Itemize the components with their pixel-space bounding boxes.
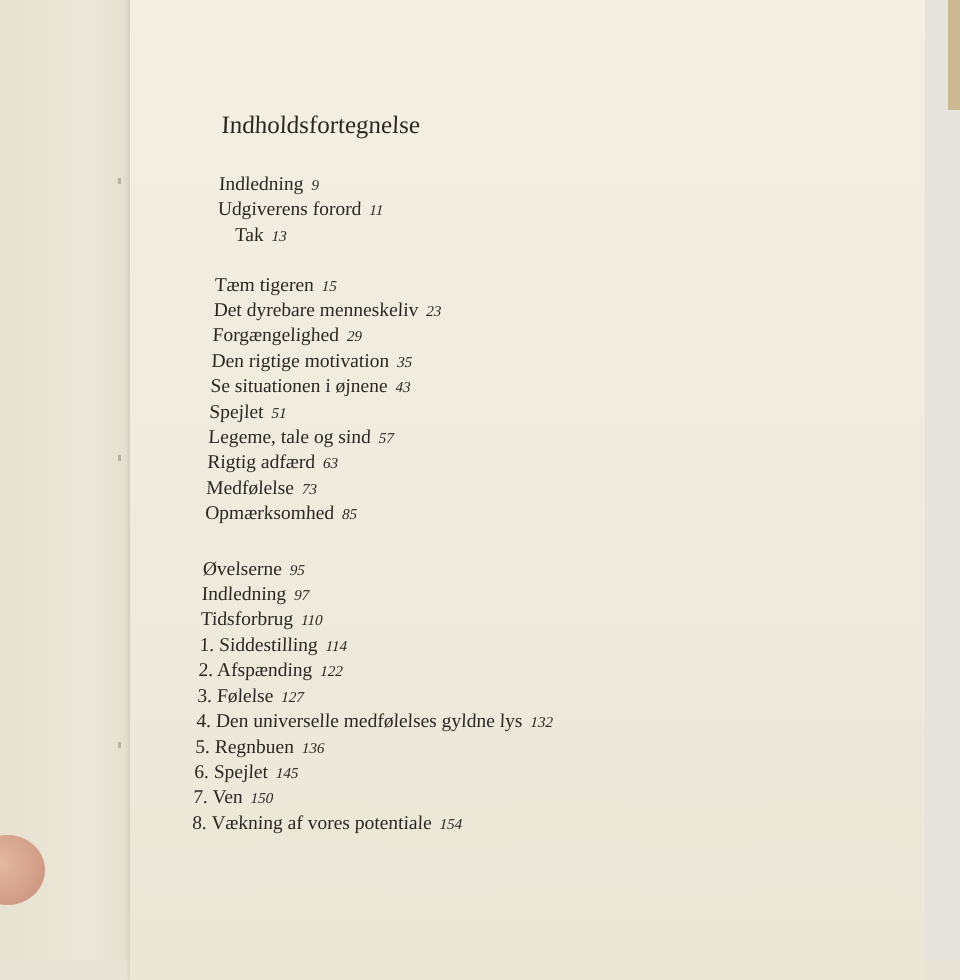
binding-stitch [118,455,121,461]
toc-entry-label: Medfølelse [205,477,295,499]
toc-entry-page: 29 [346,329,363,346]
toc-front-matter [216,173,576,249]
toc-entry-label: Øvelserne [202,558,283,580]
toc-title: Indholdsfortegnelse [220,112,421,139]
toc-entry-page: 85 [341,507,358,524]
toc-entry-label: Forgængelighed [212,325,340,347]
toc-entry-label: Indledning [201,584,287,606]
toc-entry [198,659,556,684]
toc-entry [197,685,555,710]
toc-entry [193,786,551,811]
toc-entry-label: Rigtig adfærd [206,452,316,474]
table-of-contents [192,112,579,837]
toc-entry-label: 6. Spejlet [193,761,269,783]
toc-entry-label: Se situationen i øjnene [210,376,389,398]
toc-entry [207,451,565,476]
toc-entry [195,736,553,761]
toc-entry [214,274,572,299]
toc-entry [216,224,574,249]
toc-entry-page: 9 [311,178,320,194]
toc-entry-page: 23 [425,304,442,321]
toc-entry-page: 110 [300,613,323,630]
toc-entry-label: 7. Ven [192,787,244,809]
toc-entry-page: 73 [301,481,318,498]
toc-entry-page: 132 [530,715,554,732]
toc-entry-page: 136 [301,740,325,757]
toc-entry-page: 122 [319,664,344,681]
toc-entry [199,634,557,659]
toc-entry-page: 114 [325,638,348,655]
toc-entry-label: Tak [234,224,265,246]
toc-entry [194,761,552,786]
toc-entry [213,299,571,324]
toc-entry-page: 13 [271,228,288,245]
toc-entry-label: Indledning [218,174,304,195]
toc-entry-label: 8. Vækning af vores potentiale [191,812,433,834]
toc-exercises [192,558,560,837]
toc-entry-page: 145 [275,765,299,782]
binding-stitch [118,178,121,184]
toc-entry [217,198,575,223]
toc-entry-page: 15 [321,278,338,295]
toc-entry-label: Udgiverens forord [217,199,362,221]
toc-entry [211,350,569,375]
toc-entry-label: 1. Siddestilling [199,634,319,656]
toc-entry-label: Tidsforbrug [200,609,294,631]
toc-entry-page: 57 [378,431,395,448]
toc-entry [218,173,576,198]
toc-entry [201,583,559,608]
toc-entry [196,710,554,735]
toc-entry-page: 43 [395,380,411,397]
toc-entry-page: 11 [368,203,384,220]
toc-entry-page: 154 [439,816,463,833]
toc-entry-page: 127 [280,689,305,706]
toc-entry-page: 150 [250,791,274,808]
wood-edge [948,0,960,110]
binding-stitch [118,742,121,748]
toc-entry-page: 63 [322,456,339,473]
toc-entry [205,502,563,527]
toc-entry [210,375,568,400]
toc-entry-page: 97 [293,588,310,605]
toc-entry-label: Legeme, tale og sind [207,427,372,449]
toc-entry-label: 3. Følelse [197,685,274,707]
toc-entry [212,324,570,349]
toc-entry [192,812,550,837]
toc-entry-label: 5. Regnbuen [194,736,295,758]
toc-entry [209,401,567,426]
toc-entry-label: 4. Den universelle medfølelses gyldne lys [196,711,523,733]
toc-entry [202,558,560,583]
toc-entry-page: 35 [396,354,413,371]
toc-entry-label: Den rigtige motivation [211,350,390,372]
toc-entry-label: Det dyrebare menneskeliv [213,300,419,322]
toc-entry-page: 95 [289,562,306,579]
toc-entry-label: 2. Afspænding [198,660,313,682]
facing-page [0,0,135,960]
toc-chapters [205,274,572,528]
toc-entry [200,608,558,633]
toc-entry [208,426,566,451]
toc-entry-page: 51 [271,405,287,422]
toc-entry [206,477,564,502]
toc-entry-label: Spejlet [208,401,265,423]
toc-entry-label: Opmærksomhed [204,503,335,525]
toc-entry-label: Tæm tigeren [214,274,315,296]
